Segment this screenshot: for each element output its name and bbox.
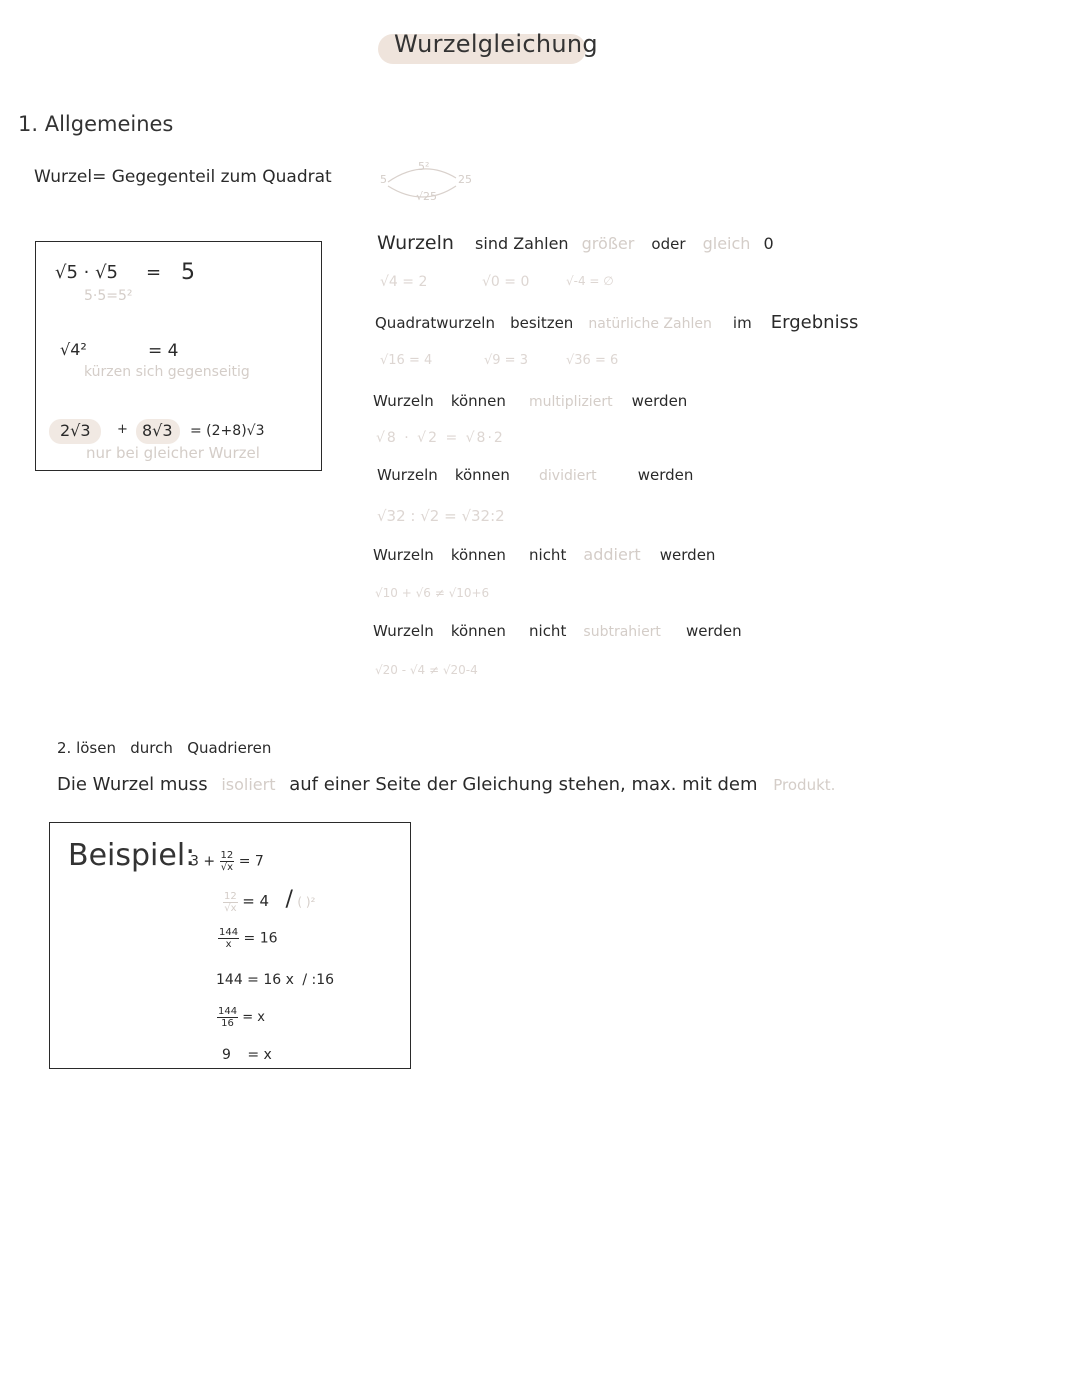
rule-3-word-1: Wurzeln: [373, 392, 434, 410]
rule-2-word-4: im: [732, 314, 752, 332]
l5-den: 16: [221, 1018, 234, 1029]
diagram-right: 25: [458, 173, 472, 186]
definition-text: Wurzel= Gegegenteil zum Quadrat: [34, 167, 332, 187]
l2-num: 12: [224, 890, 237, 902]
section-2-heading: 2. lösen durch Quadrieren: [57, 739, 272, 757]
example-line-5: [217, 1006, 265, 1029]
example-line-2: [223, 887, 315, 914]
rule-3-word-3: multipliziert: [529, 394, 613, 410]
rule-3-word-2: können: [450, 392, 506, 410]
rule-1-word-5: gleich: [702, 234, 751, 253]
l6-value: 9: [222, 1047, 231, 1063]
rule-1-word-4: oder: [651, 235, 686, 253]
square-root-diagram: [378, 160, 478, 206]
rule-4-word-2: können: [454, 466, 510, 484]
rule-5-word-3: nicht: [529, 546, 567, 564]
example-line-3: [218, 927, 278, 950]
rule-2-example-2: √9 = 3: [484, 353, 528, 368]
l1-den: √x: [220, 862, 234, 873]
rule-6-word-4: subtrahiert: [583, 624, 661, 640]
l3-post: = 16: [243, 930, 278, 947]
l5-fraction: [217, 1006, 238, 1029]
l1-fraction: [220, 850, 235, 873]
l2-op: /: [285, 887, 293, 912]
l4-text: 144 = 16 x: [216, 972, 294, 988]
l5-post: = x: [242, 1010, 265, 1025]
sentence-part-1: Die Wurzel muss: [57, 774, 208, 795]
l2-fraction: [223, 891, 238, 914]
rule-3-word-4: werden: [631, 392, 688, 410]
example-line-1: [190, 850, 264, 873]
box1-line3-plus: +: [117, 422, 128, 437]
l5-num: 144: [218, 1006, 238, 1017]
rule-5-example-1: √10 + √6 ≠ √10+6: [375, 586, 490, 600]
sentence-part-4: Produkt.: [773, 776, 836, 794]
l2-den: √x: [224, 902, 237, 914]
rule-6-word-1: Wurzeln: [373, 622, 434, 640]
rule-2-example-1: √16 = 4: [380, 353, 433, 368]
rule-1-word-2: sind Zahlen: [475, 234, 569, 253]
rule-1-word-6: 0: [763, 234, 774, 253]
l3-den: x: [225, 939, 232, 950]
rule-1-example-3: √-4 = ∅: [566, 274, 614, 288]
rule-2-word-5: Ergebniss: [770, 312, 859, 333]
example-line-6: [222, 1047, 272, 1063]
rule-6: [373, 621, 742, 640]
rule-2-word-3: natürliche Zahlen: [588, 316, 712, 332]
rule-1-word-1: Wurzeln: [377, 232, 454, 254]
rule-1-example-2: √0 = 0: [482, 274, 530, 290]
rule-6-word-5: werden: [686, 622, 742, 640]
rule-1: [377, 232, 774, 254]
rule-5-word-5: werden: [659, 546, 716, 564]
rule-2-example-3: √36 = 6: [566, 353, 619, 368]
l2-post: = 4: [242, 892, 270, 910]
rule-6-example-1: √20 - √4 ≠ √20-4: [375, 663, 478, 677]
box1-line2-note: kürzen sich gegenseitig: [84, 364, 250, 380]
section-1-heading: 1. Allgemeines: [18, 112, 174, 136]
rule-4-example-1: √32 : √2 = √32:2: [377, 507, 505, 525]
rule-4-word-3: dividiert: [539, 468, 597, 484]
rule-3: [373, 391, 687, 410]
rule-5-word-2: können: [450, 546, 506, 564]
rule-2-word-1: Quadratwurzeln: [375, 314, 495, 332]
section-2-sentence: [57, 774, 835, 795]
box1-line2-left: √4²: [60, 340, 87, 359]
l1-post: = 7: [238, 853, 264, 870]
rule-1-example-1: √4 = 2: [380, 274, 428, 290]
page-title: Wurzelgleichung: [394, 30, 598, 58]
rule-5-word-1: Wurzeln: [373, 546, 434, 564]
box1-line1-result: 5: [181, 260, 195, 285]
sentence-part-3: auf einer Seite der Gleichung stehen, max. mit dem: [289, 774, 758, 795]
diagram-bottom: √25: [416, 190, 438, 203]
l2-op2: ( )²: [297, 895, 316, 909]
box1-line2-result: = 4: [148, 341, 179, 361]
diagram-left: 5: [380, 173, 387, 186]
rule-6-word-2: können: [450, 622, 506, 640]
rule-4: [377, 465, 693, 484]
example-line-4: [216, 972, 334, 988]
box1-line3-note: nur bei gleicher Wurzel: [86, 444, 260, 462]
box1-line1-left: √5 · √5: [55, 262, 119, 283]
rule-1-word-3: größer: [581, 234, 635, 253]
l1-pre: 3 +: [190, 853, 216, 870]
rule-4-word-1: Wurzeln: [377, 466, 438, 484]
box1-line1-eq: =: [146, 262, 162, 283]
l3-num: 144: [219, 927, 239, 938]
l1-num: 12: [220, 850, 234, 861]
rule-4-word-4: werden: [637, 466, 694, 484]
l6-post: = x: [247, 1047, 272, 1063]
box1-line3-b: 8√3: [142, 421, 173, 440]
box1-line3-a: 2√3: [60, 421, 91, 440]
diagram-top: 5²: [418, 160, 430, 173]
example-label: Beispiel:: [68, 838, 196, 873]
rule-2-word-2: besitzen: [510, 314, 574, 332]
l3-fraction: [218, 927, 239, 950]
rule-5-word-4: addiert: [583, 545, 641, 564]
rule-3-example-1: √8 · √2 = √8·2: [376, 430, 505, 446]
rule-2: [375, 312, 858, 333]
rule-6-word-3: nicht: [529, 622, 567, 640]
rule-5: [373, 545, 715, 564]
box1-line1-note: 5·5=5²: [84, 288, 133, 304]
l4-op: / :16: [302, 972, 335, 988]
sentence-part-2: isoliert: [221, 775, 276, 794]
box1-line3-result: = (2+8)√3: [190, 423, 265, 439]
